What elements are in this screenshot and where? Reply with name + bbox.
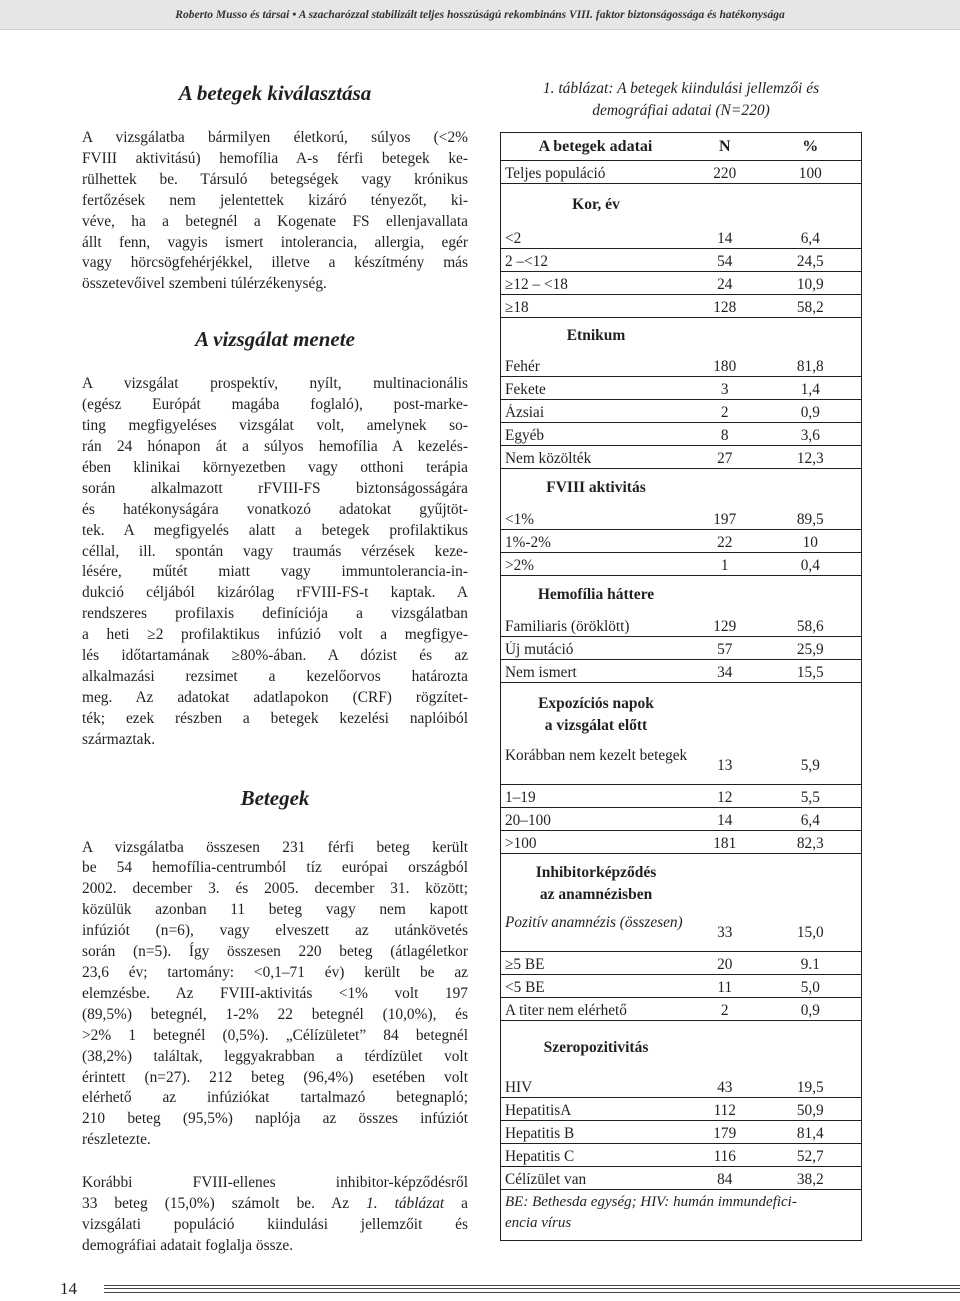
cell-n: 11 bbox=[717, 979, 733, 996]
cell-n: 57 bbox=[717, 641, 733, 658]
cell-percent: 0,4 bbox=[800, 557, 820, 574]
text-line: meg. Az adatokat adatlapokon (CRF) rögzítet- bbox=[82, 688, 468, 706]
cell-n: 8 bbox=[720, 427, 729, 444]
text-line: ték; ezek részben a betegek kezelési naplóiból bbox=[82, 709, 468, 727]
header-cell-characteristic: A betegek adatai bbox=[538, 137, 653, 155]
cell-percent: 24,5 bbox=[796, 253, 824, 270]
cell-n: 34 bbox=[717, 664, 733, 681]
cell-percent: 100 bbox=[798, 165, 822, 182]
cell-percent: 12,3 bbox=[796, 450, 824, 467]
cell-percent: 0,9 bbox=[800, 1002, 820, 1019]
group-header-age bbox=[501, 184, 861, 226]
table-row bbox=[501, 1075, 861, 1098]
text-line: infúziót (n=6), vagy elveszett az utánkövetés bbox=[82, 922, 468, 940]
cell-n: 22 bbox=[717, 534, 733, 551]
group-title: Szeropozitivitás bbox=[543, 1039, 649, 1056]
cell-percent: 38,2 bbox=[796, 1171, 824, 1188]
paragraph-inhibitor-history bbox=[82, 1173, 468, 1257]
text-line: demográfiai adatait foglalja össze. bbox=[82, 1236, 294, 1254]
text-line: rán 24 hónapon át a súlyos hemofília A kezelés- bbox=[82, 437, 468, 455]
text-fragment: 33 beteg (15,0%) számolt be. Az bbox=[82, 1195, 367, 1213]
text-line: lésére, műtét miatt vagy immuntolerancia-in- bbox=[82, 563, 468, 581]
cell-n: 180 bbox=[713, 358, 737, 375]
cell-percent: 1,4 bbox=[800, 381, 820, 398]
table-row bbox=[501, 808, 861, 831]
cell-label: Nem közölték bbox=[505, 450, 592, 467]
cell-label: <1% bbox=[505, 511, 535, 528]
cell-label: Korábban nem kezelt betegek bbox=[505, 747, 688, 764]
table-caption bbox=[500, 78, 862, 122]
page-footer bbox=[0, 1278, 960, 1301]
cell-label: 2 –<12 bbox=[505, 253, 549, 270]
table-row bbox=[501, 249, 861, 272]
cell-label: >2% bbox=[505, 557, 535, 574]
text-line: rülhettek be. Társuló betegségek vagy krónikus bbox=[82, 170, 468, 188]
text-line: 210 beteg (95,5%) naplója az összes infúziót bbox=[82, 1110, 468, 1128]
text-line: érintett (n=27). 212 beteg (96,4%) esetében volt bbox=[82, 1068, 468, 1086]
table-row bbox=[501, 354, 861, 377]
cell-label: Új mutáció bbox=[505, 641, 574, 658]
text-line: céllal, ill. spontán vagy traumás vérzések keze- bbox=[82, 542, 468, 560]
cell-percent: 3,6 bbox=[800, 427, 820, 444]
text-line: tek. A megfigyelés alatt a betegek profilaktikus bbox=[82, 521, 468, 539]
cell-label: Célízület van bbox=[505, 1171, 587, 1188]
group-title-line: az anamnézisben bbox=[539, 886, 653, 903]
cell-percent: 81,4 bbox=[796, 1125, 824, 1142]
text-line bbox=[82, 1194, 468, 1215]
section-title-study-design: A vizsgálat menete bbox=[195, 327, 355, 352]
cell-percent: 5,5 bbox=[800, 789, 820, 806]
text-line: vagy hörcsögfehérjékkel, illetve a készítmény más bbox=[82, 254, 468, 272]
text-line: elérhető az infúziókat tartalmazó betegnapló; bbox=[82, 1089, 468, 1107]
cell-n: 14 bbox=[717, 230, 733, 247]
cell-n: 13 bbox=[717, 756, 733, 774]
table-row bbox=[501, 975, 861, 998]
cell-n: 116 bbox=[713, 1148, 736, 1165]
cell-percent: 0,9 bbox=[800, 404, 820, 421]
table-row bbox=[501, 530, 861, 553]
text-line: 23,6 év; tartomány: <0,1–71 év) került be az bbox=[82, 964, 468, 981]
table-row bbox=[501, 914, 861, 952]
table-row bbox=[501, 1144, 861, 1167]
cell-label: ≥5 BE bbox=[505, 956, 545, 973]
baseline-characteristics-table bbox=[500, 132, 862, 1241]
paragraph-patients bbox=[82, 838, 468, 1152]
group-rows-seropositivity bbox=[501, 1075, 861, 1190]
table-row bbox=[501, 1167, 861, 1190]
cell-percent: 52,7 bbox=[796, 1148, 824, 1165]
cell-n: 14 bbox=[717, 812, 733, 829]
text-line: ting megfigyeléses vizsgálat volt, amelynek so- bbox=[82, 417, 468, 435]
footnote-line: encia vírus bbox=[505, 1215, 572, 1231]
text-line: 2002. december 3. és 2005. december 31. között; bbox=[82, 880, 468, 898]
cell-label: Egyéb bbox=[505, 427, 545, 444]
text-line: (egész Európát magába foglaló), post-marke- bbox=[82, 396, 468, 414]
cell-percent: 81,8 bbox=[796, 358, 824, 375]
cell-n: 2 bbox=[720, 1002, 729, 1019]
table-row bbox=[501, 423, 861, 446]
cell-n: 43 bbox=[717, 1079, 733, 1096]
text-line: lés időtartamának ≥80%-ában. A dózist és az bbox=[82, 647, 468, 665]
group-rows-exposure bbox=[501, 785, 861, 854]
table-row bbox=[501, 785, 861, 808]
cell-label: <5 BE bbox=[505, 979, 545, 996]
table-row bbox=[501, 614, 861, 637]
cell-label: 20–100 bbox=[505, 812, 551, 829]
cell-n: 3 bbox=[720, 381, 729, 398]
cell-n: 27 bbox=[717, 450, 733, 467]
text-line: (38,2%) találtak, leggyakrabban a térdízület volt bbox=[82, 1047, 468, 1065]
body-text-column bbox=[82, 80, 468, 1257]
group-rows-fviii bbox=[501, 507, 861, 576]
table-row bbox=[501, 831, 861, 854]
text-line: rendszeres profilaxis definíciója a vizsgálatban bbox=[82, 605, 468, 623]
table-row bbox=[501, 1098, 861, 1121]
cell-label: Ázsiai bbox=[505, 404, 545, 421]
paragraph-patient-selection bbox=[82, 128, 468, 295]
group-header-hemophilia bbox=[501, 576, 861, 614]
cell-label: Fehér bbox=[505, 358, 540, 375]
table-footnote bbox=[501, 1190, 861, 1240]
group-header-seropositivity bbox=[501, 1021, 861, 1075]
text-line: >2% 1 betegnél (0,5%). „Célízületet” 84 betegnél bbox=[82, 1026, 468, 1044]
table-row-total bbox=[501, 161, 861, 184]
cell-label: Teljes populáció bbox=[505, 165, 606, 182]
cell-label: 1%-2% bbox=[505, 534, 551, 551]
cell-percent: 9.1 bbox=[800, 956, 820, 973]
cell-percent: 25,9 bbox=[796, 641, 824, 658]
table-row bbox=[501, 446, 861, 469]
table-row bbox=[501, 377, 861, 400]
text-fragment: a bbox=[444, 1195, 468, 1213]
cell-label: <2 bbox=[505, 230, 522, 247]
text-line: során (n=5). Így összesen 220 beteg (átlagéletkor bbox=[82, 943, 468, 961]
text-line: A vizsgálat prospektív, nyílt, multinacionális bbox=[82, 375, 468, 393]
cell-percent: 15,5 bbox=[796, 664, 824, 681]
text-line: származtak. bbox=[82, 730, 156, 748]
text-line: ében klinikai környezetben vagy otthoni terápia bbox=[82, 458, 468, 476]
text-line: (89,5%) betegnél, 1-2% 22 betegnél (10,0%), és bbox=[82, 1005, 468, 1023]
group-title-line: Expozíciós napok bbox=[538, 695, 654, 712]
table-row bbox=[501, 272, 861, 295]
cell-n: 220 bbox=[713, 165, 737, 182]
cell-label: HIV bbox=[505, 1079, 533, 1096]
cell-n: 129 bbox=[713, 618, 737, 635]
cell-percent: 5,0 bbox=[800, 979, 820, 996]
cell-label: >100 bbox=[505, 835, 537, 852]
cell-label: Nem ismert bbox=[505, 664, 577, 681]
table-row bbox=[501, 660, 861, 683]
cell-percent: 10,9 bbox=[796, 276, 824, 293]
group-title bbox=[501, 862, 691, 906]
text-line: részletezte. bbox=[82, 1131, 151, 1149]
text-line: be 54 hemofília-centrumból tíz európai országból bbox=[82, 859, 468, 877]
cell-percent: 6,4 bbox=[800, 812, 820, 829]
cell-n: 1 bbox=[720, 557, 729, 574]
cell-percent: 58,2 bbox=[796, 299, 824, 316]
caption-line: 1. táblázat: A betegek kiindulási jellemzői és bbox=[542, 80, 820, 97]
cell-percent: 10 bbox=[802, 534, 818, 551]
group-rows-ethnicity bbox=[501, 354, 861, 469]
text-line: a heti ≥2 profilaktikus infúzió volt a megfigye- bbox=[82, 626, 468, 644]
cell-percent: 15,0 bbox=[796, 923, 824, 941]
cell-label: Fekete bbox=[505, 381, 546, 398]
header-cell-n: N bbox=[718, 137, 731, 155]
footer-rule bbox=[104, 1285, 960, 1293]
table-row bbox=[501, 226, 861, 249]
cell-n: 197 bbox=[713, 511, 737, 528]
text-line: dukció céljából kizárólag rFVIII-FS-t kaptak. A bbox=[82, 584, 468, 602]
footnote-line: BE: Bethesda egység; HIV: humán immundefici- bbox=[505, 1194, 797, 1210]
table-row bbox=[501, 400, 861, 423]
group-title-line: a vizsgálat előtt bbox=[544, 717, 648, 734]
text-line: A vizsgálatba bármilyen életkorú, súlyos (<2% bbox=[82, 129, 468, 146]
running-header: Roberto Musso és társai • A szacharózzal stabilizált teljes hosszúságú rekombináns VIII. faktor biztonságossága és hatékonysága bbox=[0, 0, 960, 30]
group-title: FVIII aktivitás bbox=[546, 479, 646, 496]
group-rows-hemophilia bbox=[501, 614, 861, 683]
table-reference: 1. táblázat bbox=[366, 1195, 445, 1213]
group-header-fviii bbox=[501, 469, 861, 507]
cell-n: 128 bbox=[713, 299, 737, 316]
section-title-patients: Betegek bbox=[240, 785, 310, 810]
table-row bbox=[501, 747, 861, 785]
cell-percent: 89,5 bbox=[796, 511, 824, 528]
table-row bbox=[501, 998, 861, 1021]
table-row bbox=[501, 507, 861, 530]
cell-percent: 5,9 bbox=[800, 756, 820, 774]
cell-n: 84 bbox=[717, 1171, 733, 1188]
text-line: FVIII aktivitású) hemofília A-s férfi betegek ke- bbox=[82, 149, 468, 167]
text-line: Korábbi FVIII-ellenes inhibitor-képződésről bbox=[82, 1174, 468, 1192]
cell-label: Hepatitis C bbox=[505, 1148, 575, 1165]
cell-label: 1–19 bbox=[505, 789, 536, 806]
group-header-inhibitor bbox=[501, 854, 861, 914]
group-title: Hemofília háttere bbox=[537, 586, 655, 603]
group-title-line: Inhibitorképződés bbox=[535, 864, 657, 881]
table-column bbox=[500, 78, 862, 1241]
cell-percent: 50,9 bbox=[796, 1102, 824, 1119]
cell-n: 20 bbox=[717, 956, 733, 973]
table-row bbox=[501, 952, 861, 975]
text-line: A vizsgálatba összesen 231 férfi beteg került bbox=[82, 838, 468, 856]
cell-label: Hepatitis B bbox=[505, 1125, 575, 1142]
text-line: és hatékonyságára vonatkozó adatokat gyűjtöt- bbox=[82, 500, 468, 518]
cell-label: ≥12 – <18 bbox=[505, 276, 568, 293]
group-rows-inhibitor bbox=[501, 952, 861, 1021]
header-cell-percent: % bbox=[802, 137, 819, 155]
cell-n: 112 bbox=[713, 1102, 736, 1119]
cell-n: 2 bbox=[720, 404, 729, 421]
text-line: fertőzések nem jelentettek kizáró tényezőt, ki- bbox=[82, 191, 468, 209]
group-title: Kor, év bbox=[572, 196, 620, 213]
page-number: 14 bbox=[60, 1279, 77, 1298]
group-rows-age bbox=[501, 226, 861, 318]
text-line: összetevőivel szembeni túlérzékenység. bbox=[82, 275, 327, 293]
cell-label: Familiaris (öröklött) bbox=[505, 618, 630, 635]
group-header-exposure bbox=[501, 683, 861, 747]
cell-n: 24 bbox=[717, 276, 733, 293]
paragraph-study-design bbox=[82, 374, 468, 750]
cell-percent: 82,3 bbox=[796, 835, 824, 852]
cell-percent: 6,4 bbox=[800, 230, 820, 247]
section-title-patient-selection: A betegek kiválasztása bbox=[178, 81, 372, 105]
text-line: során alkalmazott rFVIII-FS biztonságosságára bbox=[82, 479, 468, 497]
text-line: véve, ha a betegnél a Kogenate FS ellenjavallata bbox=[82, 212, 468, 230]
cell-n: 33 bbox=[717, 923, 733, 941]
cell-label: HepatitisA bbox=[505, 1102, 572, 1119]
text-line: állt fenn, vagyis ismert intolerancia, allergia, egér bbox=[82, 233, 468, 251]
cell-label: ≥18 bbox=[505, 299, 529, 316]
group-title: Etnikum bbox=[566, 327, 626, 344]
text-line: alkalmazási rezsimet a kezelőorvos határozta bbox=[82, 667, 468, 685]
table-header-row bbox=[501, 133, 861, 161]
text-line: vizsgálati populáció kiindulási jellemzőit és bbox=[82, 1215, 468, 1233]
cell-label: A titer nem elérhető bbox=[505, 1002, 627, 1019]
table-row bbox=[501, 637, 861, 660]
cell-percent: 19,5 bbox=[796, 1079, 824, 1096]
table-row bbox=[501, 1121, 861, 1144]
cell-n: 181 bbox=[713, 835, 737, 852]
cell-n: 12 bbox=[717, 789, 733, 806]
caption-line: demográfiai adatai (N=220) bbox=[592, 102, 770, 119]
cell-n: 179 bbox=[713, 1125, 737, 1142]
cell-percent: 58,6 bbox=[796, 618, 824, 635]
cell-label: Pozitív anamnézis (összesen) bbox=[505, 914, 683, 931]
table-row bbox=[501, 295, 861, 318]
group-title bbox=[501, 693, 691, 737]
group-header-ethnicity bbox=[501, 318, 861, 354]
text-line: közülük azonban 11 beteg vagy nem kapott bbox=[82, 901, 468, 919]
text-line: elemzésbe. Az FVIII-aktivitás <1% volt 197 bbox=[82, 984, 468, 1002]
table-row bbox=[501, 553, 861, 576]
cell-n: 54 bbox=[717, 253, 733, 270]
